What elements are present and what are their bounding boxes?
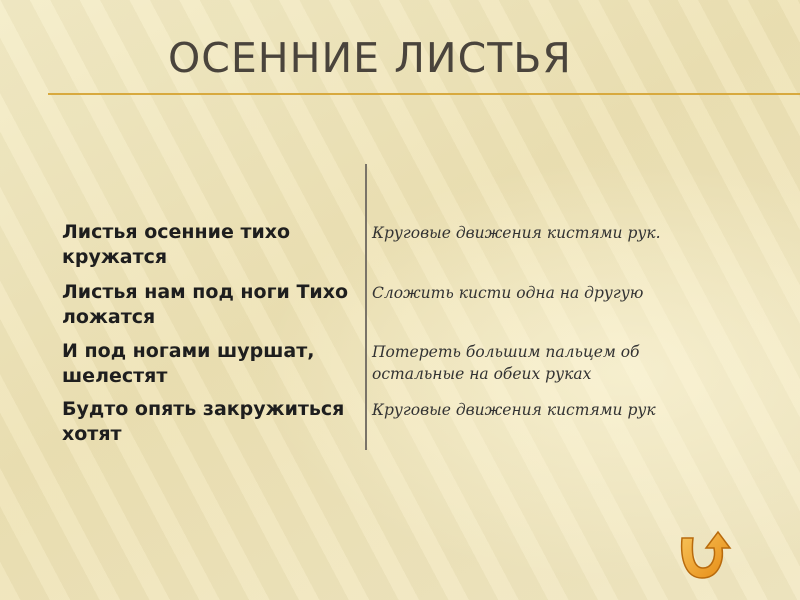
- action-cell: Потереть большим пальцем об остальные на обеих руках: [372, 343, 640, 383]
- table-row: [56, 339, 676, 397]
- slide-title: ОСЕННИЕ ЛИСТЬЯ: [168, 34, 572, 82]
- verse-cell: Листья нам под ноги Тихо ложатся: [62, 281, 349, 328]
- verse-cell: И под ногами шуршат, шелестят: [62, 340, 315, 387]
- verse-cell: Будто опять закружиться хотят: [62, 398, 345, 445]
- verse-cell: Листья осенние тихо кружатся: [62, 221, 291, 268]
- table-row: [56, 397, 676, 455]
- title-underline: [48, 93, 800, 95]
- u-turn-arrow-icon: [676, 530, 732, 584]
- action-cell: Круговые движения кистями рук: [372, 401, 656, 419]
- action-cell: Круговые движения кистями рук.: [372, 224, 661, 242]
- return-button[interactable]: [676, 530, 732, 584]
- table-row: [56, 220, 676, 278]
- action-cell: Сложить кисти одна на другую: [372, 284, 644, 302]
- table-row: [56, 280, 676, 338]
